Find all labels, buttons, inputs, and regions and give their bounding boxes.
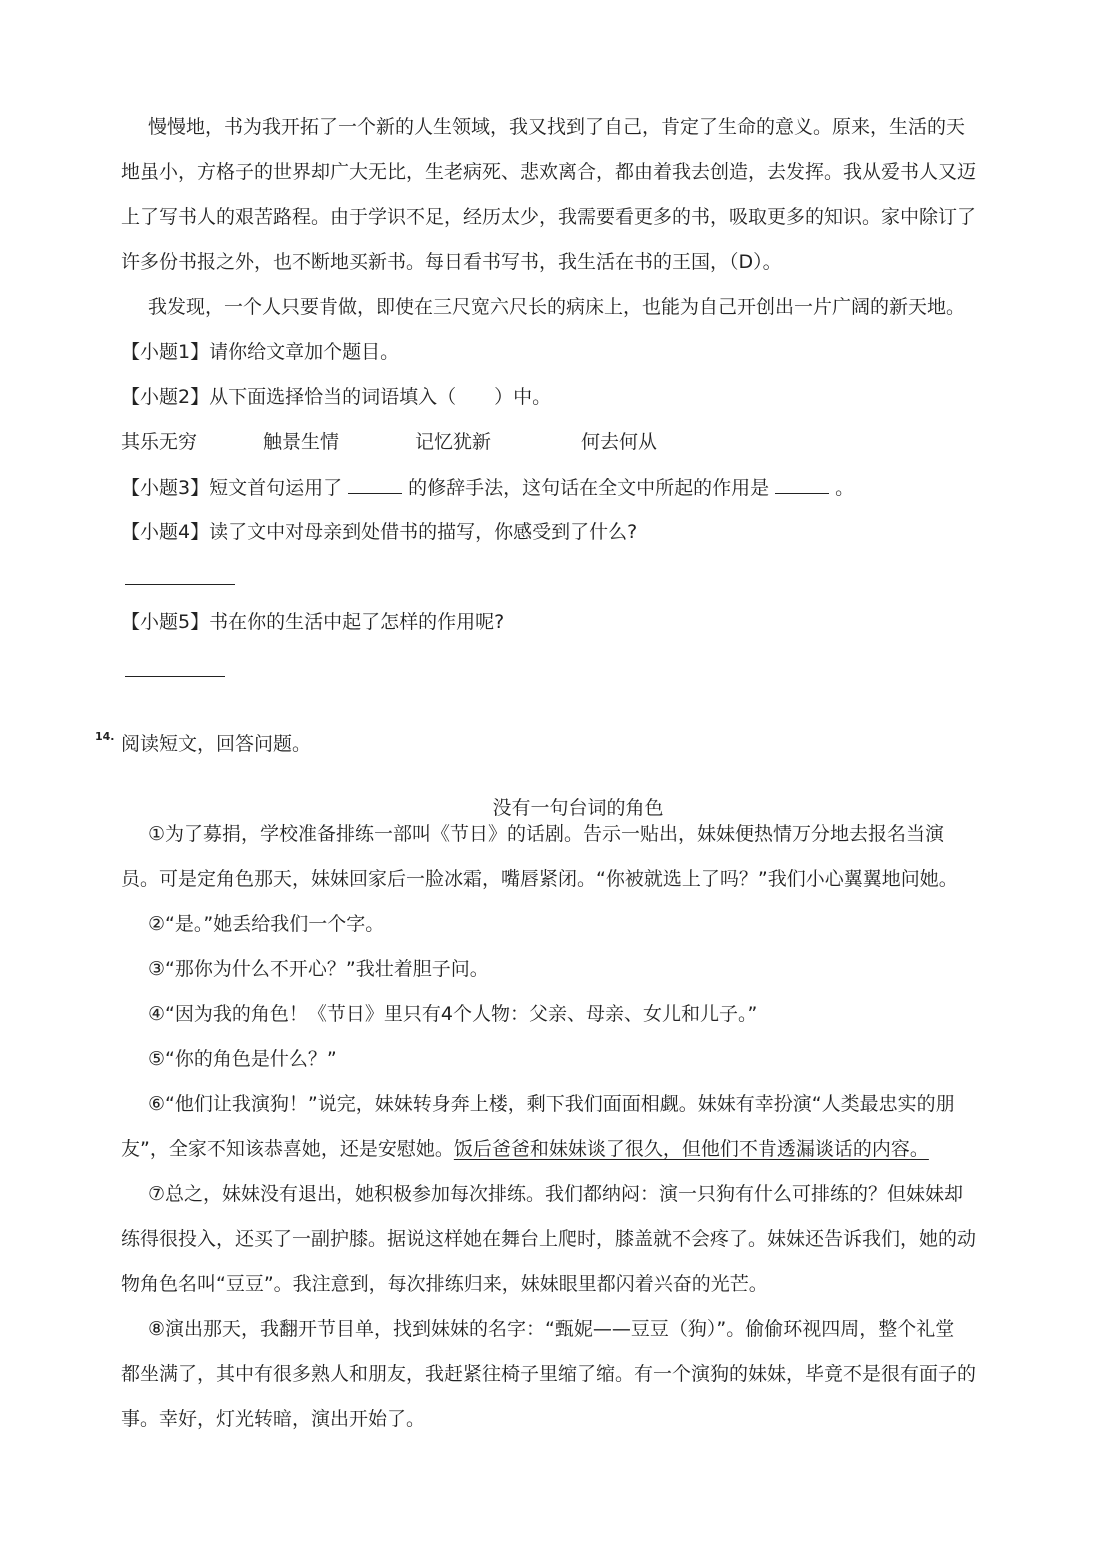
question-number: 14. <box>95 730 115 743</box>
passage-title: 没有一句台词的角色 <box>492 797 664 819</box>
paragraph-3: ③“那你为什么不开心？”我壮着胆子问。 <box>148 958 489 980</box>
paragraph-8-line2: 都坐满了，其中有很多熟人和朋友，我赶紧往椅子里缩了缩。有一个演狗的妹妹，毕竟不是很有面子的 <box>121 1363 977 1385</box>
word-option: 其乐无穷 <box>121 431 198 453</box>
question-prompt: 阅读短文，回答问题。 <box>121 733 312 755</box>
answer-blank[interactable] <box>348 471 402 494</box>
answer-line[interactable] <box>125 676 225 677</box>
subquestion-1: 【小题1】请你给文章加个题目。 <box>121 341 400 363</box>
paragraph-2: ②“是。”她丢给我们一个字。 <box>148 913 385 935</box>
subquestion-5: 【小题5】书在你的生活中起了怎样的作用呢? <box>121 611 505 633</box>
paragraph-8-line3: 事。幸好，灯光转暗，演出开始了。 <box>121 1408 426 1430</box>
paragraph-1-line2: 员。可是定角色那天，妹妹回家后一脸冰霜，嘴唇紧闭。“你被就选上了吗？”我们小心翼翼地问她。 <box>121 868 958 890</box>
passage1-p1-line4: 许多份书报之外，也不断地买新书。每日看书写书，我生活在书的王国，（D）。 <box>121 251 782 273</box>
subquestion-4: 【小题4】读了文中对母亲到处借书的描写，你感受到了什么? <box>121 521 638 543</box>
word-option: 何去何从 <box>581 431 658 453</box>
word-option: 触景生情 <box>263 431 340 453</box>
passage1-p2: 我发现，一个人只要肯做，即使在三尺宽六尺长的病床上，也能为自己开创出一片广阔的新天地。 <box>148 296 966 318</box>
paragraph-7-line2: 练得很投入，还买了一副护膝。据说这样她在舞台上爬时，膝盖就不会疼了。妹妹还告诉我们，她的动 <box>121 1228 977 1250</box>
passage1-p1-line2: 地虽小，方格子的世界却广大无比，生老病死、悲欢离合，都由着我去创造，去发挥。我从爱书人又迈 <box>121 161 977 183</box>
paragraph-4: ④“因为我的角色！《节日》里只有4个人物：父亲、母亲、女儿和儿子。” <box>148 1003 758 1025</box>
passage1-p1-line1: 慢慢地，书为我开拓了一个新的人生领域，我又找到了自己，肯定了生命的意义。原来，生活的天 <box>148 116 966 138</box>
paragraph-5: ⑤“你的角色是什么？” <box>148 1048 337 1070</box>
answer-blank[interactable] <box>775 471 829 494</box>
subquestion-3-part-b: 的修辞手法，这句话在全文中所起的作用是 <box>408 477 770 499</box>
word-options <box>121 426 657 458</box>
paragraph-1-line1: ①为了募捐，学校准备排练一部叫《节日》的话剧。告示一贴出，妹妹便热情万分地去报名当演 <box>148 823 945 845</box>
subquestion-3 <box>121 471 854 503</box>
subquestion-2: 【小题2】从下面选择恰当的词语填入（ ）中。 <box>121 386 552 408</box>
answer-line[interactable] <box>125 584 235 585</box>
paragraph-7-line1: ⑦总之，妹妹没有退出，她积极参加每次排练。我们都纳闷：演一只狗有什么可排练的？但妹妹却 <box>148 1183 964 1205</box>
subquestion-3-part-a: 【小题3】短文首句运用了 <box>121 477 343 499</box>
paragraph-8-line1: ⑧演出那天，我翻开节目单，找到妹妹的名字：“甄妮——豆豆（狗）”。偷偷环视四周，整个礼堂 <box>148 1318 955 1340</box>
underlined-sentence: 饭后爸爸和妹妹谈了很久，但他们不肯透漏谈话的内容。 <box>453 1138 929 1160</box>
paragraph-6-line1: ⑥“他们让我演狗！”说完，妹妹转身奔上楼，剩下我们面面相觑。妹妹有幸扮演“人类最忠实的朋 <box>148 1093 955 1115</box>
paragraph-6-line2 <box>121 1133 929 1165</box>
paragraph-6-text: 友”，全家不知该恭喜她，还是安慰她。 <box>121 1138 454 1160</box>
passage1-p1-line3: 上了写书人的艰苦路程。由于学识不足，经历太少，我需要看更多的书，吸取更多的知识。家中除订了 <box>121 206 977 228</box>
subquestion-3-part-c: 。 <box>835 477 855 499</box>
paragraph-7-line3: 物角色名叫“豆豆”。我注意到，每次排练归来，妹妹眼里都闪着兴奋的光芒。 <box>121 1273 768 1295</box>
word-option: 记忆犹新 <box>415 431 492 453</box>
